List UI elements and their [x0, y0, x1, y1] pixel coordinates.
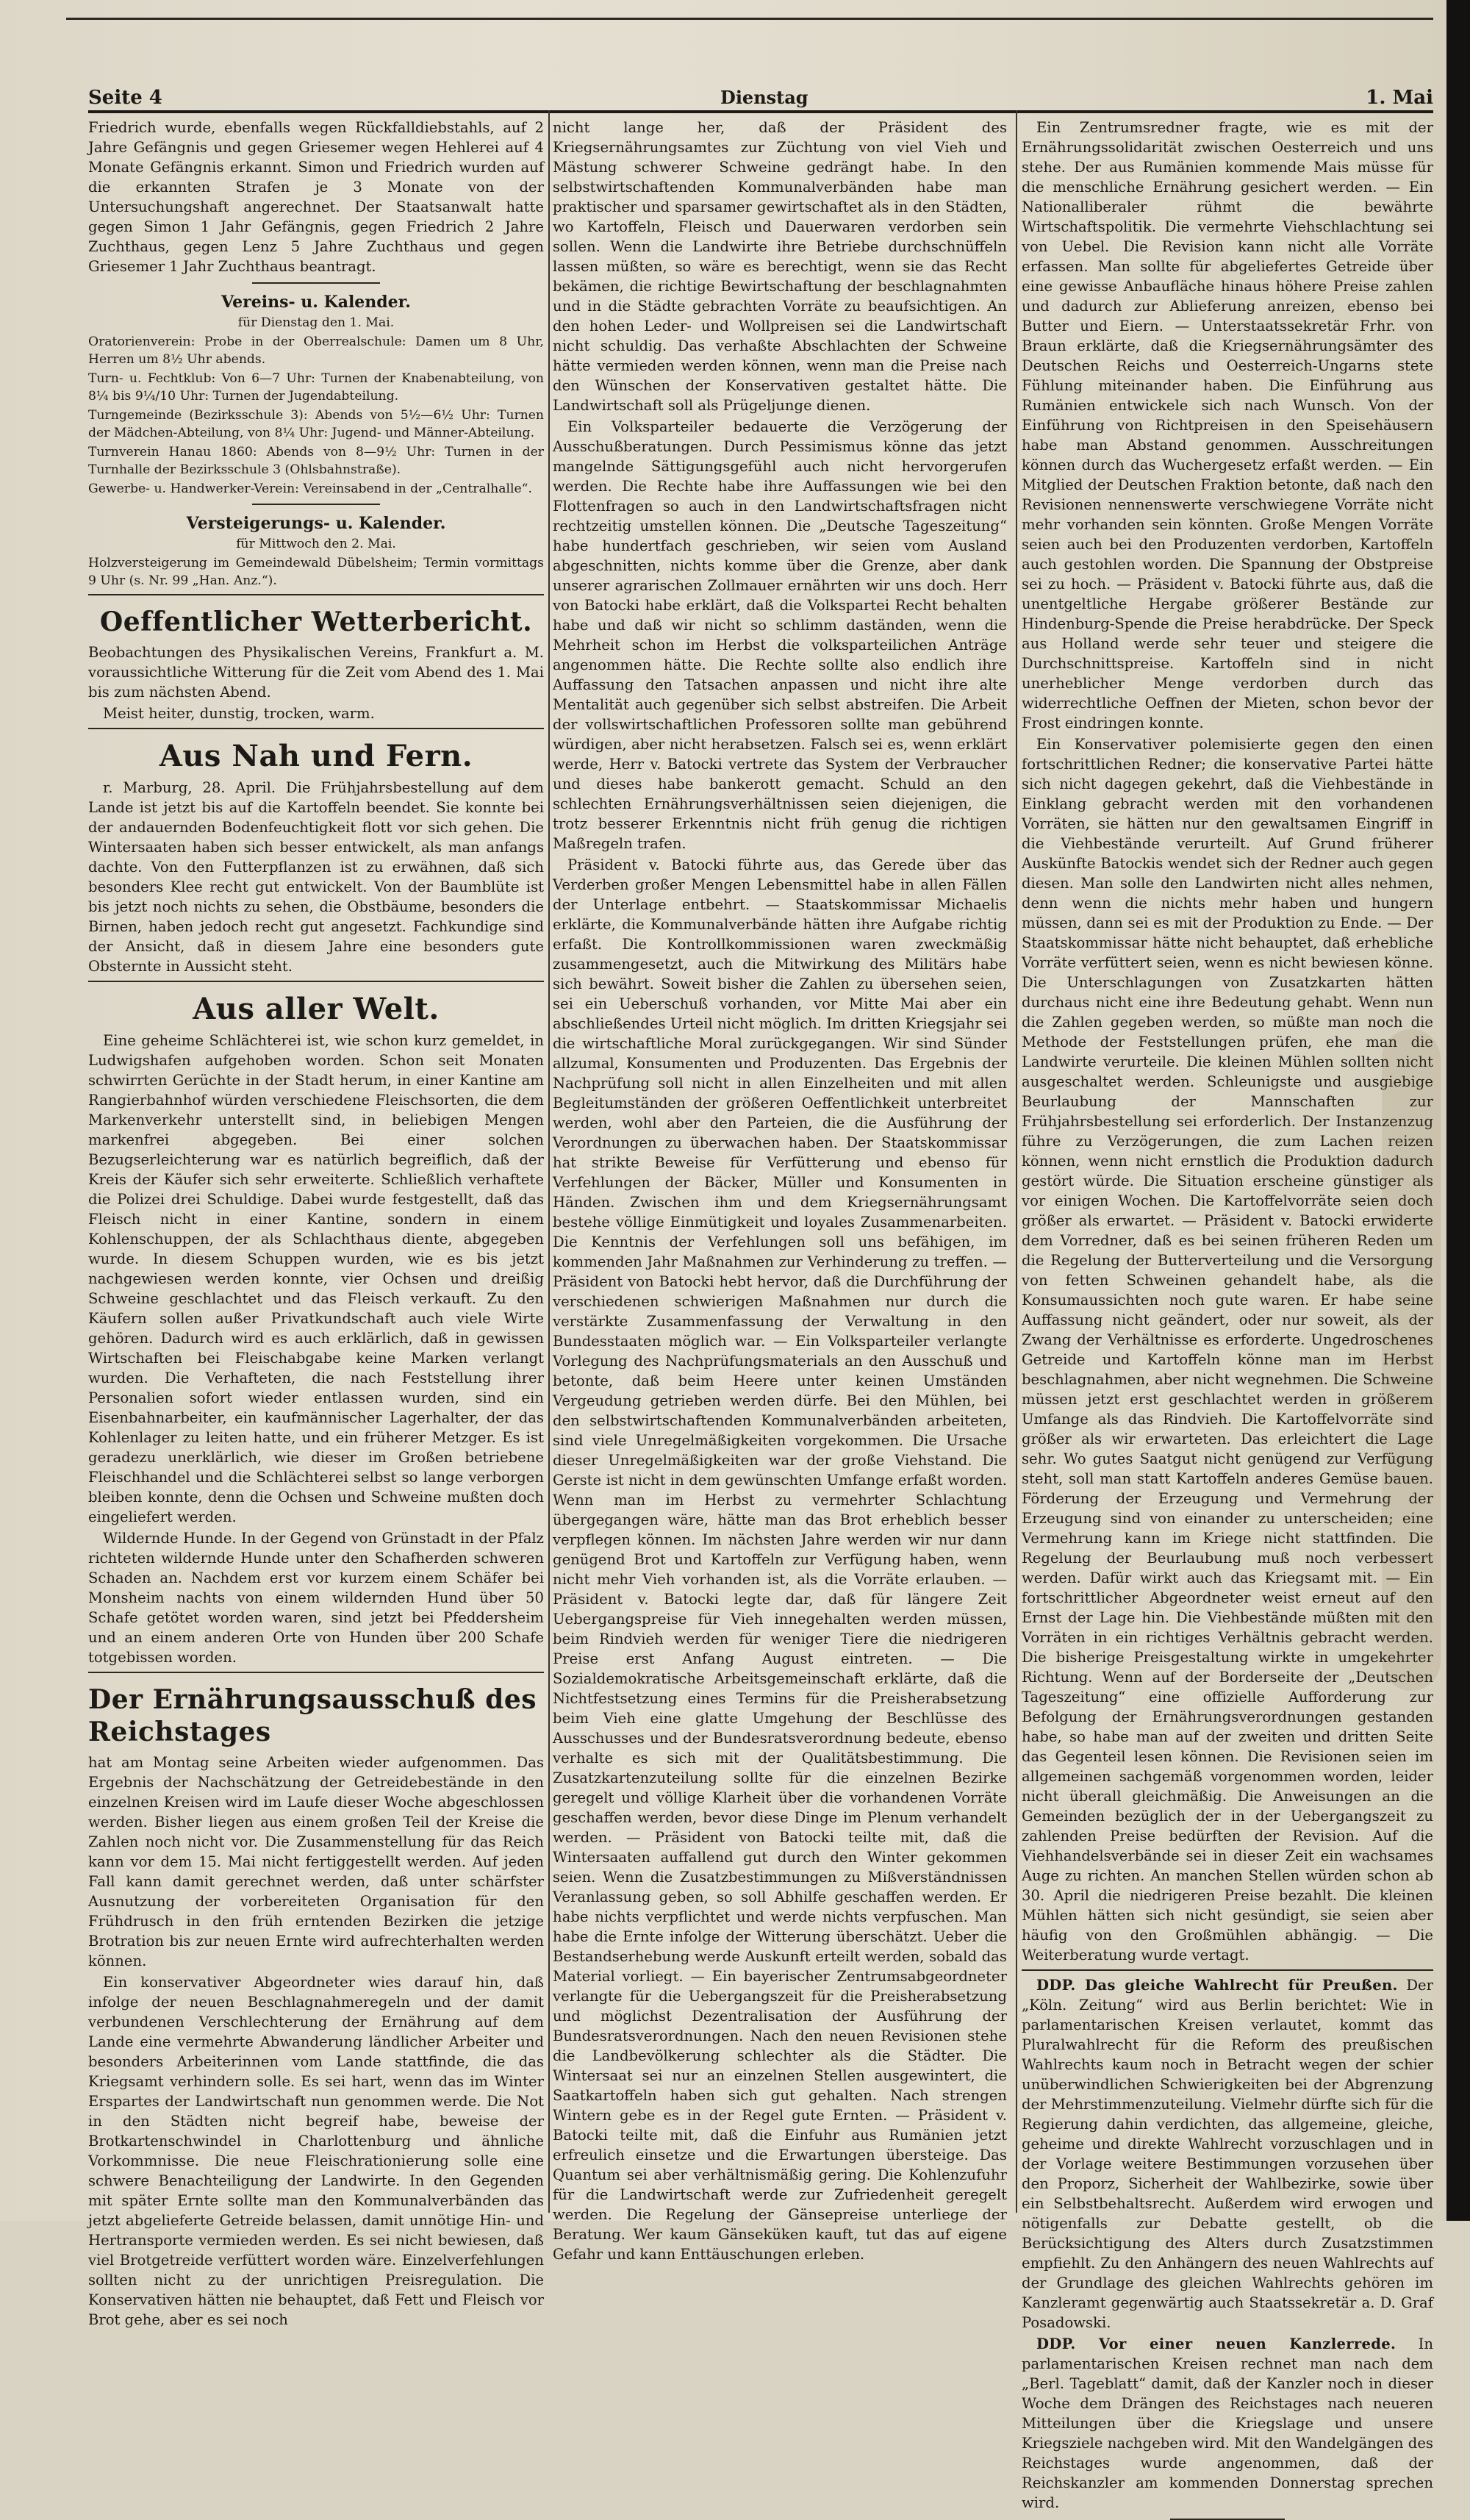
page-label: Seite 4: [88, 87, 162, 109]
section-title-ernaehrungsausschuss: Der Ernährungsausschuß des Reichstages: [88, 1684, 537, 1747]
divider: [252, 282, 380, 284]
vereins-calendar-title: Vereins- u. Kalender.: [221, 293, 411, 312]
section-title-aller-welt: Aus aller Welt.: [193, 992, 440, 1026]
scan-edge: [1446, 0, 1470, 2221]
ddp-kanzlerrede-text: In parlamentarischen Kreisen rechnet man nach dem „Berl. Tageblatt“ damit, daß der Kanzler noch in dieser Woche dem Drängen des Reichstages nach neueren Mitteilungen über die Kriegslage und unsere Kriegsziele nachgeben wird. Mit den Wandelgängen des Reichstages wurde angenommen, daß der Reichskanzler am kommenden Donnerstag sprechen wird.: [1022, 2335, 1433, 2511]
calendar-item: Oratorienverein: Probe in der Oberrealschule: Damen um 8 Uhr, Herren um 8½ Uhr abends.: [88, 334, 544, 367]
article-paragraph: Ein Zentrumsredner fragte, wie es mit der Ernährungssolidarität zwischen Oesterreich und uns stehe. Der aus Rumänien kommende Mais müsse für die menschliche Ernährung gesichert werden. — Ein Nationalliberaler rühmt die bewährte Wirtschaftspolitik. Die vermehrte Viehschlachtung sei von Uebel. Die Revision kann nicht alle Vorräte erfassen. Man sollte für abgeliefertes Getreide über eine gewisse Anbaufläche hinaus höhere Preise zahlen und dadurch zur Ablieferung anreizen, ebenso bei Butter und Eiern. — Unterstaatssekretär Frhr. von Braun erklärte, daß die Kriegsernährungsämter des Deutschen Reichs und Oesterreich-Ungarns stete Fühlung miteinander haben. Die Einführung aus Rumänien entwickele sich nach Wunsch. Von der Einführung von Richtpreisen in den Speisehäusern habe man Abstand genommen. Ausschreitungen können durch das Wuchergesetz erfaßt werden. — Ein Mitglied der Deutschen Fraktion betonte, daß nach den Revisionen nennenswerte verschwiegene Vorräte nicht mehr vorhanden sein könnten. Große Mengen Vorräte seien auch bei den Produzenten verdorben, Kartoffeln auch gestohlen worden. Die Spannung der Obstpreise sei zu hoch. — Präsident v. Batocki führte aus, daß die unentgeltliche Hergabe größerer Bestände zur Hindenburg-Spende die Preise herabdrücke. Der Speck aus Holland werde sehr teuer und steigere die Durchschnittspreise. Kartoffeln sind in nicht unerheblicher Menge verdorben durch das widerrechtliche Oeffnen der Mieten, schon bevor der Frost eindringen konnte.: [1022, 119, 1433, 731]
article-paragraph: Ein Konservativer polemisierte gegen den einen fortschrittlichen Redner; die konservative Partei hätte sich nicht dagegen gekehrt, daß die Viehbestände in Einklang gebracht werden mit den vorhandenen Vorräten, sie hätten nur den gewaltsamen Eingriff in die Viehbestände verurteilt. Auf Grund früherer Auskünfte Batockis wendet sich der Redner auch gegen diesen. Man solle den Landwirten nicht alles nehmen, denn wenn die nichts mehr haben und hungern müssen, dann sei es mit der Produktion zu Ende. — Der Staatskommissar hätte nicht behauptet, daß erhebliche Vorräte verfüttert seien, wenn es nicht bewiesen könne. Die Unterschlagungen von Zusatzkarten hätten durchaus nicht eine ihre Bedeutung gehabt. Wenn nun die Zahlen gegeben werden, so müßte man noch die Methode der Feststellungen prüfen, ehe man die Landwirte verurteile. Die kleinen Mühlen sollten nicht ausgeschaltet werden. Schleunigste und ausgiebige Beurlaubung der Mannschaften zur Frühjahrsbestellung sei erforderlich. Der Instanzenzug führe zu Verzögerungen, die zum Lachen reizen können, wenn nicht ernstlich die Produktion dadurch gestört würde. Die Situation erscheine günstiger als vor einigen Wochen. Die Kartoffelvorräte seien doch größer als erwartet. — Präsident v. Batocki erwiderte dem Vorredner, daß es bei seinen früheren Reden um die Regelung der Butterverteilung und die Versorgung von fetten Schweinen gehandelt habe, als die Konsumaussichten noch gute waren. Er habe seine Auffassung nicht geändert, oder nur soweit, als der Zwang der Verhältnisse es erforderte. Ungedroschenes Getreide und Kartoffeln könne man im Herbst beschlagnahmen, aber nicht wegnehmen. Die Schweine müssen jetzt erst geschlachtet werden in größerem Umfange als das Rindvieh. Die Kartoffelvorräte sind größer als wir erwarteten. Das erleichtert die Lage sehr. Wo gutes Saatgut nicht genügend zur Verfügung steht, soll man statt Kartoffeln anderes Gemüse bauen. Förderung der Erzeugung und Vermehrung der Erzeugung sind von einander zu unterscheiden; eine Vermehrung kann im Kriege nicht stattfinden. Die Regelung der Beurlaubung muß noch verbessert werden. Dafür wirkt auch das Kriegsamt mit. — Ein fortschrittlicher Abgeordneter weist erneut auf den Ernst der Lage hin. Die Viehbestände müßten mit den Vorräten in ein richtiges Verhältnis gebracht werden. Die bisherige Preisgestaltung wirkte in umgekehrter Richtung. Wenn auf der Borderseite der „Deutschen Tageszeitung“ eine offizielle Aufforderung zur Befolgung der Ernährungsverordnungen gestanden habe, so habe man auf der zweiten und dritten Seite das Gegenteil lesen können. Die Revisionen seien im allgemeinen sachgemäß vorgenommen worden, leider nicht überall gleichmäßig. Die Anweisungen an die Gemeinden bezüglich der in der Uebergangszeit zu zahlenden Preise bedürften der Revision. Auf die Viehhandelsverbände sei in dieser Zeit ein wachsames Auge zu richten. An manchen Stellen würden schon ab 30. April die niedrigeren Preise bezahlt. Die kleinen Mühlen hätten sich nicht gesündigt, sie seien aber häufig von den Großmühlen abhängig. — Die Weiterberatung wurde vertagt.: [1022, 736, 1433, 1964]
divider: [1022, 1969, 1433, 1971]
column-1: [88, 118, 544, 2328]
running-header: [88, 87, 1433, 119]
court-report: Friedrich wurde, ebenfalls wegen Rückfalldiebstahls, auf 2 Jahre Gefängnis und gegen Griesemer wegen Hehlerei auf 4 Monate Gefängnis erkannt. Simon und Friedrich wurden auf die erkannten Strafen je 3 Monate von der Untersuchungshaft angerechnet. Der Staatsanwalt hatte gegen Simon 1 Jahr Gefängnis, gegen Friedrich 2 Jahre Zuchthaus, gegen Lenz 5 Jahre Zuchthaus und gegen Griesemer 1 Jahr Zuchthaus beantragt.: [88, 119, 544, 275]
article-paragraph: Präsident v. Batocki führte aus, das Gerede über das Verderben großer Mengen Lebensmittel habe in allen Fällen der Unterlage entbehrt. — Staatskommissar Michaelis erklärte, die Kommunalverbände hätten ihre Aufgabe richtig erfaßt. Die Kontrollkommissionen waren zweckmäßig zusammengesetzt, auch die Mitwirkung des Militärs habe sich bewährt. Soweit bisher die Zahlen zu übersehen seien, sei ein Ueberschuß vorhanden, vor Mitte Mai aber ein abschließendes Urteil nicht möglich. Im dritten Kriegsjahr sei die wirtschaftliche Moral zurückgegangen. Wir sind Sünder allzumal, Konsumenten und Produzenten. Das Ergebnis der Nachprüfung soll nicht in allen Einzelheiten und mit allen Begleitumständen der größeren Oeffentlichkeit unterbreitet werden, wohl aber den Parteien, die die Ausführung der Verordnungen zu überwachen haben. Der Staatskommissar hat strikte Beweise für Verfütterung und ebenso für Verfehlungen der Bäcker, Müller und Konsumenten in Händen. Zwischen ihm und dem Kriegsernährungsamt bestehe völlige Einmütigkeit und loyales Zusammenarbeiten. Die Kenntnis der Verfehlungen soll uns befähigen, im kommenden Jahr Maßnahmen zur Verhinderung zu treffen. — Präsident von Batocki hebt hervor, daß die Durchführung der verschiedenen schwierigen Maßnahmen nur durch die verstärkte Zusammenfassung der Verwaltung in den Bundesstaaten möglich war. — Ein Volksparteiler verlangte Vorlegung des Nachprüfungsmaterials an den Ausschuß und betonte, daß beim Heere unter keinen Umständen Vergeudung getrieben werden dürfe. Bei den Mühlen, bei den selbstwirtschaftenden Kommunalverbänden arbeiteten, sind viele Unregelmäßigkeiten vorgekommen. Die Ursache dieser Unregelmäßigkeiten war der große Viehstand. Die Gerste ist nicht in dem gewünschten Umfange erfaßt worden. Wenn man im Herbst zu vermehrter Schlachtung übergegangen wäre, hätte man das Brot erheblich besser verpflegen können. Im nächsten Jahre werden wir nur dann genügend Brot und Kartoffeln zur Verfügung haben, wenn nicht mehr Vieh vorhanden ist, als die Vorräte erlauben. — Präsident v. Batocki legte dar, daß für längere Zeit Uebergangspreise für Vieh innegehalten werden müssen, beim Rindvieh werden für weniger Tiere die niedrigeren Preise erst Anfang August eintreten. — Die Sozialdemokratische Arbeitsgemeinschaft erklärte, daß die Nichtfestsetzung eines Termins für die Preisherabsetzung beim Vieh eine glatte Umgehung der Beschlüsse des Ausschusses und der Bundesratsverordnung bedeute, ebenso verhalte es sich mit der Qualitätsbestimmung. Die Zusatzkartenzuteilung sollte für die einzelnen Bezirke geregelt und völlige Klarheit über die vorhandenen Vorräte geschaffen werden, bevor diese Dinge im Plenum verhandelt werden. — Präsident von Batocki teilte mit, daß die Wintersaaten auffallend gut durch den Winter gekommen seien. Wenn die Zusatzbestimmungen zu Mißverständnissen Veranlassung geben, so soll Abhilfe geschaffen werden. Er habe nichts verpflichtet und werde nichts verpfuschen. Man habe die Ernte infolge der Witterung überschätzt. Ueber die Bestandserhebung werde Auskunft erteilt werden, sobald das Material vorliegt. — Ein bayerischer Zentrumsabgeordneter verlangte für die Uebergangszeit für die Preisherabsetzung und möglichst Dezentralisation der Ausführung der Bundesratsverordnungen. Nach den neuen Revisionen stehe die Landbevölkerung schlechter als die Städter. Die Wintersaat sei nur an einzelnen Stellen ausgewintert, die Saatkartoffeln haben sich gut gehalten. Nach strengen Wintern gebe es in der Regel gute Ernten. — Präsident v. Batocki teilte mit, daß die Einfuhr aus Rumänien jetzt erfreulich einsetze und die Erwartungen übersteige. Das Quantum sei aber verhältnismäßig gering. Die Kohlenzufuhr für die Landwirtschaft werde zur Zufriedenheit geregelt werden. Die Regelung der Gänsepreise unterliege der Beratung. Wer kaum Gänseküken kauft, tut das auf eigene Gefahr und kann Enttäuschungen erleben.: [553, 856, 1007, 2263]
vereins-calendar-date: für Dienstag den 1. Mai.: [237, 315, 395, 330]
ddp-wahlrecht-text: Der „Köln. Zeitung“ wird aus Berlin berichtet: Wie in parlamentarischen Kreisen verlautet, kommt das Pluralwahlrecht für die Reform des preußischen Wahlrechts kaum noch in Betracht wegen der schier unüberwindlichen Schwierigkeiten bei der Abgrenzung der Mehrstimmenzuteilung. Vielmehr dürfte sich für die Regierung dahin verdichten, das allgemeine, gleiche, geheime und direkte Wahlrecht vorzuschlagen und in der Vorlage weitere Bestimmungen vorzusehen über den Proporz, Sicherheit der Wahlbezirke, sowie über ein Selbstbehaltsrecht. Außerdem wird erwogen und nötigenfalls zur Debatte gestellt, ob die Berücksichtigung des Alters durch Zusatzstimmen empfiehlt. Zu den Anhängern des neuen Wahlrechts auf der Grundlage des gleichen Wahlrechts gehören im Kanzleramt gegenwärtig auch Staatssekretär a. D. Graf Posadowski.: [1022, 1977, 1434, 2331]
calendar-item: Turnverein Hanau 1860: Abends von 8—9½ Uhr: Turnen in der Turnhalle der Bezirksschule 3 (Ohlsbahnstraße).: [88, 445, 544, 477]
article-schlaechterei: Eine geheime Schlächterei ist, wie schon kurz gemeldet, in Ludwigshafen aufgehoben worden. Schon seit Monaten schwirrten Gerüchte in der Stadt herum, in einer Kantine am Rangierbahnhof würden verschiedene Fleischsorten, die dem Markenverkehr unterstellt sind, in beliebigen Mengen markenfrei abgegeben. Bei einer solchen Bezugserleichterung war es natürlich begreiflich, daß der Kreis der Käufer sich sehr erweiterte. Schließlich verhaftete die Polizei drei Schuldige. Dabei wurde festgestellt, daß das Fleisch nicht in einer Kantine, sondern in einem Kohlenschuppen, der als Schlachthaus diente, abgegeben wurde. In diesem Schuppen wurden, wie es bis jetzt nachgewiesen werden konnte, vier Ochsen und dreißig Schweine geschlachtet und das Fleisch verkauft. Zu den Käufern sollen außer Privatkundschaft auch viele Wirte gehören. Dadurch wird es auch erklärlich, daß in gewissen Wirtschaften bei Fleischabgabe keine Marken verlangt wurden. Die Verhafteten, die nach Feststellung ihrer Personalien sofort wieder entlassen wurden, sind ein Eisenbahnarbeiter, ein kaufmännischer Lagerhalter, der das Kohlenlager zu leiten hatte, und ein früherer Metzger. Es ist geradezu unerklärlich, wie dieser im Großen betriebene Fleischhandel und die Schlächterei selbst so lange verborgen bleiben konnte, denn die Ochsen und Schweine mußten doch eingeliefert werden.: [88, 1032, 544, 1525]
auction-calendar-date: für Mittwoch den 2. Mai.: [236, 537, 396, 551]
auction-item: Holzversteigerung im Gemeindewald Dübelsheim; Termin vormittags 9 Uhr (s. Nr. 99 „Han. Anz.“).: [88, 556, 544, 588]
header-date: 1. Mai: [1366, 87, 1433, 109]
weather-intro: Beobachtungen des Physikalischen Vereins, Frankfurt a. M. voraussichtliche Witterung für die Zeit vom Abend des 1. Mai bis zum nächsten Abend.: [88, 644, 544, 701]
weather-report-title: Oeffentlicher Wetterbericht.: [99, 606, 533, 637]
ddp-wahlrecht: [1022, 1975, 1433, 2333]
top-border: [66, 0, 1433, 20]
header-day: Dienstag: [720, 87, 808, 108]
divider: [88, 594, 544, 595]
ddp-wahlrecht-lead: DDP. Das gleiche Wahlrecht für Preußen.: [1036, 1977, 1398, 1994]
column-2: [553, 118, 1007, 2263]
weather-forecast: Meist heiter, dunstig, trocken, warm.: [103, 705, 375, 722]
auction-calendar-title: Versteigerungs- u. Kalender.: [186, 514, 446, 533]
column-3: [1022, 118, 1434, 2511]
divider: [88, 981, 544, 982]
article-paragraph: nicht lange her, daß der Präsident des Kriegsernährungsamtes zur Züchtung von viel Vieh und Mästung schwerer Schweine gedrängt habe. In den selbstwirtschaftenden Kommunalverbänden habe man praktischer und sparsamer gewirtschaftet als in den Städten, wo Kartoffeln, Fleisch und Dauerwaren verdorben sein sollen. Wenn die Landwirte ihre Betriebe durchschnüffeln lassen müßten, so wäre es berechtigt, wenn sie das Recht bekämen, die richtige Bewirtschaftung der beschlagnahmten und in die Städte gebrachten Vorräte zu beaufsichtigen. An den hohen Leder- und Wollpreisen sei die Landwirtschaft nicht schuldig. Das verhaßte Abschlachten der Schweine hätte vermieden werden können, wenn man die Preise nach den Wünschen der Konservativen gestaltet hätte. Die Landwirtschaft soll als Prügeljunge dienen.: [553, 119, 1007, 414]
divider: [88, 728, 544, 729]
article-marburg: r. Marburg, 28. April. Die Frühjahrsbestellung auf dem Lande ist jetzt bis auf die Kartoffeln beendet. Sie konnte bei der andauernden Bodenfeuchtigkeit flott vor sich gehen. Die Wintersaaten haben sich besser entwickelt, als man anfangs dachte. Von den Futterpflanzen ist zu erwähnen, daß sich besonders Klee recht gut entwickelt. Von der Baumblüte ist bis jetzt noch nichts zu sehen, die Obstbäume, besonders die Birnen, haben jedoch recht gut angesetzt. Fachkundige sind der Ansicht, daß in diesem Jahre eine besonders gute Obsternte in Aussicht steht.: [88, 779, 544, 975]
calendar-item: Gewerbe- u. Handwerker-Verein: Vereinsabend in der „Centralhalle“.: [88, 482, 532, 496]
article-paragraph: Ein Volksparteiler bedauerte die Verzögerung der Ausschußberatungen. Durch Pessimismus könne das jetzt mangelnde Sättigungsgefühl auch nicht hervorgerufen werden. Die Rechte habe ihre Auffassungen wie bei den Flottenfragen so auch in den Landwirtschaftsfragen nicht rechtzeitig umstellen können. Die „Deutsche Tageszeitung“ habe hundertfach geschrieben, wir seien vom Ausland abgeschnitten, nichts komme über die Grenze, aber dank unserer agrarischen Zollmauer ernährten wir uns doch. Herr von Batocki habe erklärt, daß die Volkspartei Recht behalten habe und daß wir nicht so schlimm daständen, wenn die Mehrheit schon im Herbst die volksparteilichen Anträge angenommen hätte. Die Rechte sollte also endlich ihre Auffassung den Tatsachen anpassen und nicht ihre alte Mentalität auch gegenüber sich selbst abstreifen. Die Arbeit der vollswirtschaftlichen Professoren sollte man gebührend würdigen, aber nicht herabsetzen. Falsch sei es, wenn erklärt werde, Herr v. Batocki vertrete das System der Verbraucher und dieses habe bankerott gemacht. Schuld an den schlechten Ernährungsverhältnissen seien diejenigen, die trotz besserer Erkenntnis nicht früh genug die richtigen Maßregeln trafen.: [553, 418, 1007, 852]
ddp-kanzlerrede: [1022, 2334, 1433, 2513]
divider: [88, 1672, 544, 1673]
calendar-item: Turngemeinde (Bezirksschule 3): Abends von 5½—6½ Uhr: Turnen der Mädchen-Abteilung, von 8¼ Uhr: Jugend- und Männer-Abteilung.: [88, 408, 544, 440]
article-paragraph: Ein konservativer Abgeordneter wies darauf hin, daß infolge der neuen Beschlagnahmeregeln und der damit verbundenen Verschlechterung der Ernährung auf dem Lande eine vermehrte Abwanderung ländlicher Arbeiter und besonders Arbeiterinnen vom Lande stattfinde, die das Kriegsamt verhindern solle. Es sei hart, wenn das im Winter Erspartes der Landwirtschaft nun genommen werde. Die Not in den Städten nicht begreif habe, beweise der Brotkartenschwindel in Charlottenburg und ähnliche Vorkommnisse. Die neue Fleischrationierung solle eine schwere Benachteiligung der Landwirte. In den Gegenden mit später Ernte sollte man den Kommunalverbänden das jetzt abgelieferte Getreide belassen, damit unnötige Hin- und Hertransporte vermieden werden. Es sei nicht bewiesen, daß viel Brotgetreide verfüttert worden wäre. Einzelverfehlungen sollten nicht zu der unrichtigen Preisregulation. Die Konservativen hätten nie behauptet, daß Fett und Fleisch vor Brot gehe, aber es sei noch: [88, 1974, 544, 2328]
article-paragraph: hat am Montag seine Arbeiten wieder aufgenommen. Das Ergebnis der Nachschätzung der Getreidebestände in den einzelnen Kreisen wird im Laufe dieser Woche abgeschlossen werden. Bisher liegen aus einem großen Teil der Kreise die Zahlen noch nicht vor. Die Zusammenstellung für das Reich kann vor dem 15. Mai nicht fertiggestellt werden. Auf jeden Fall kann damit gerechnet werden, daß unter schärfster Ausnutzung der vorbereiteten Organisation für den Frühdrusch in den früh erntenden Bezirken die jetzige Brotration bis zur neuen Ernte wird aufrechterhalten werden können.: [88, 1754, 544, 1969]
article-wildernde-hunde: Wildernde Hunde. In der Gegend von Grünstadt in der Pfalz richteten wildernde Hunde unter den Schafherden schweren Schaden an. Nachdem erst vor kurzem einem Schäfer bei Monsheim nachts von einem wildernden Hund über 50 Schafe getötet worden waren, sind jetzt bei Pfeddersheim und an einem anderen Orte von Hunden über 200 Schafe totgebissen worden.: [88, 1530, 544, 1666]
divider: [252, 504, 380, 505]
column-divider-2: [1016, 110, 1017, 2213]
calendar-item: Turn- u. Fechtklub: Von 6—7 Uhr: Turnen der Knabenabteilung, von 8¼ bis 9¼/10 Uhr: Turnen der Jugendabteilung.: [88, 371, 544, 404]
column-divider-1: [548, 110, 550, 2213]
ddp-kanzlerrede-lead: DDP. Vor einer neuen Kanzlerrede.: [1036, 2335, 1396, 2352]
section-title-nah-fern: Aus Nah und Fern.: [159, 739, 473, 773]
header-rule: [88, 110, 1433, 113]
